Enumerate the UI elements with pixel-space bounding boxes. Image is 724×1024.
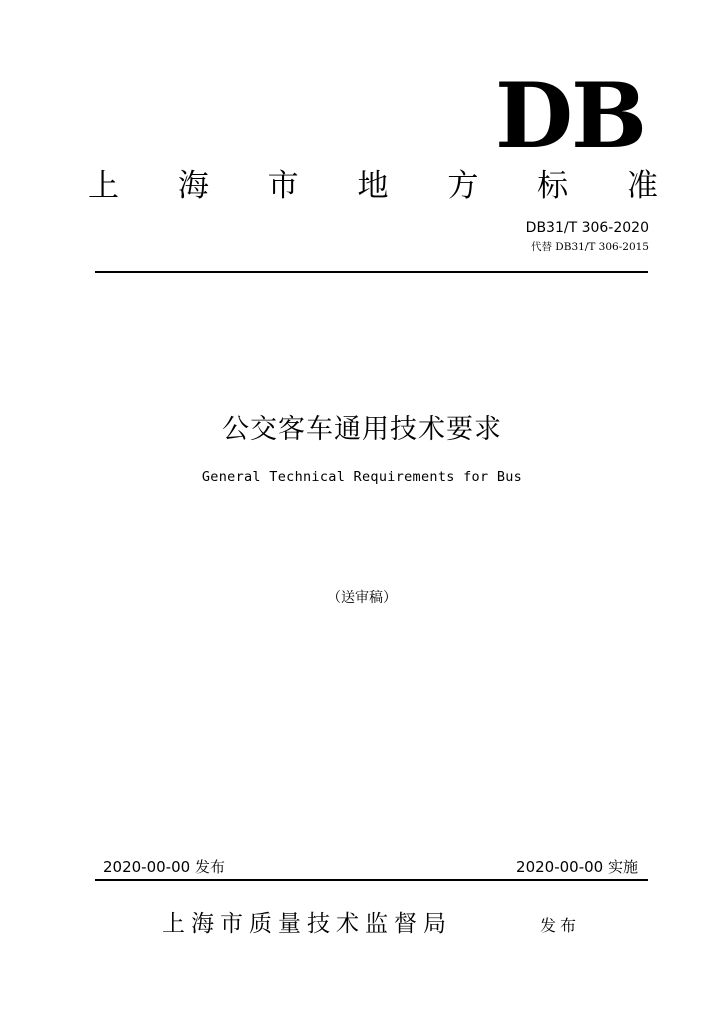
- publisher-name: 上海市质量技术监督局: [162, 911, 452, 937]
- standard-type-char: 地: [357, 168, 389, 204]
- standard-type-char: 标: [537, 168, 569, 204]
- standard-type-char: 方: [447, 168, 479, 204]
- implementation-date: 2020-00-00 实施: [516, 858, 638, 876]
- top-divider: [95, 271, 648, 273]
- standard-type-char: 上: [88, 168, 119, 204]
- issue-date: 2020-00-00 发布: [103, 858, 225, 876]
- publisher-suffix: 发布: [540, 916, 581, 935]
- standard-type-char: 市: [267, 168, 299, 204]
- bottom-divider: [95, 879, 648, 881]
- standard-type-char: 海: [177, 168, 209, 204]
- document-title-chinese: 公交客车通用技术要求: [222, 414, 502, 445]
- standard-code: DB31/T 306-2020: [525, 220, 649, 236]
- draft-status: （送审稿）: [327, 590, 397, 606]
- document-title-english: General Technical Requirements for Bus: [201, 469, 523, 485]
- standard-type-heading: [88, 166, 658, 206]
- replaces-standard: 代替 DB31/T 306-2015: [530, 241, 649, 253]
- db-logo: DB: [495, 63, 646, 169]
- standard-type-char: 准: [626, 168, 658, 204]
